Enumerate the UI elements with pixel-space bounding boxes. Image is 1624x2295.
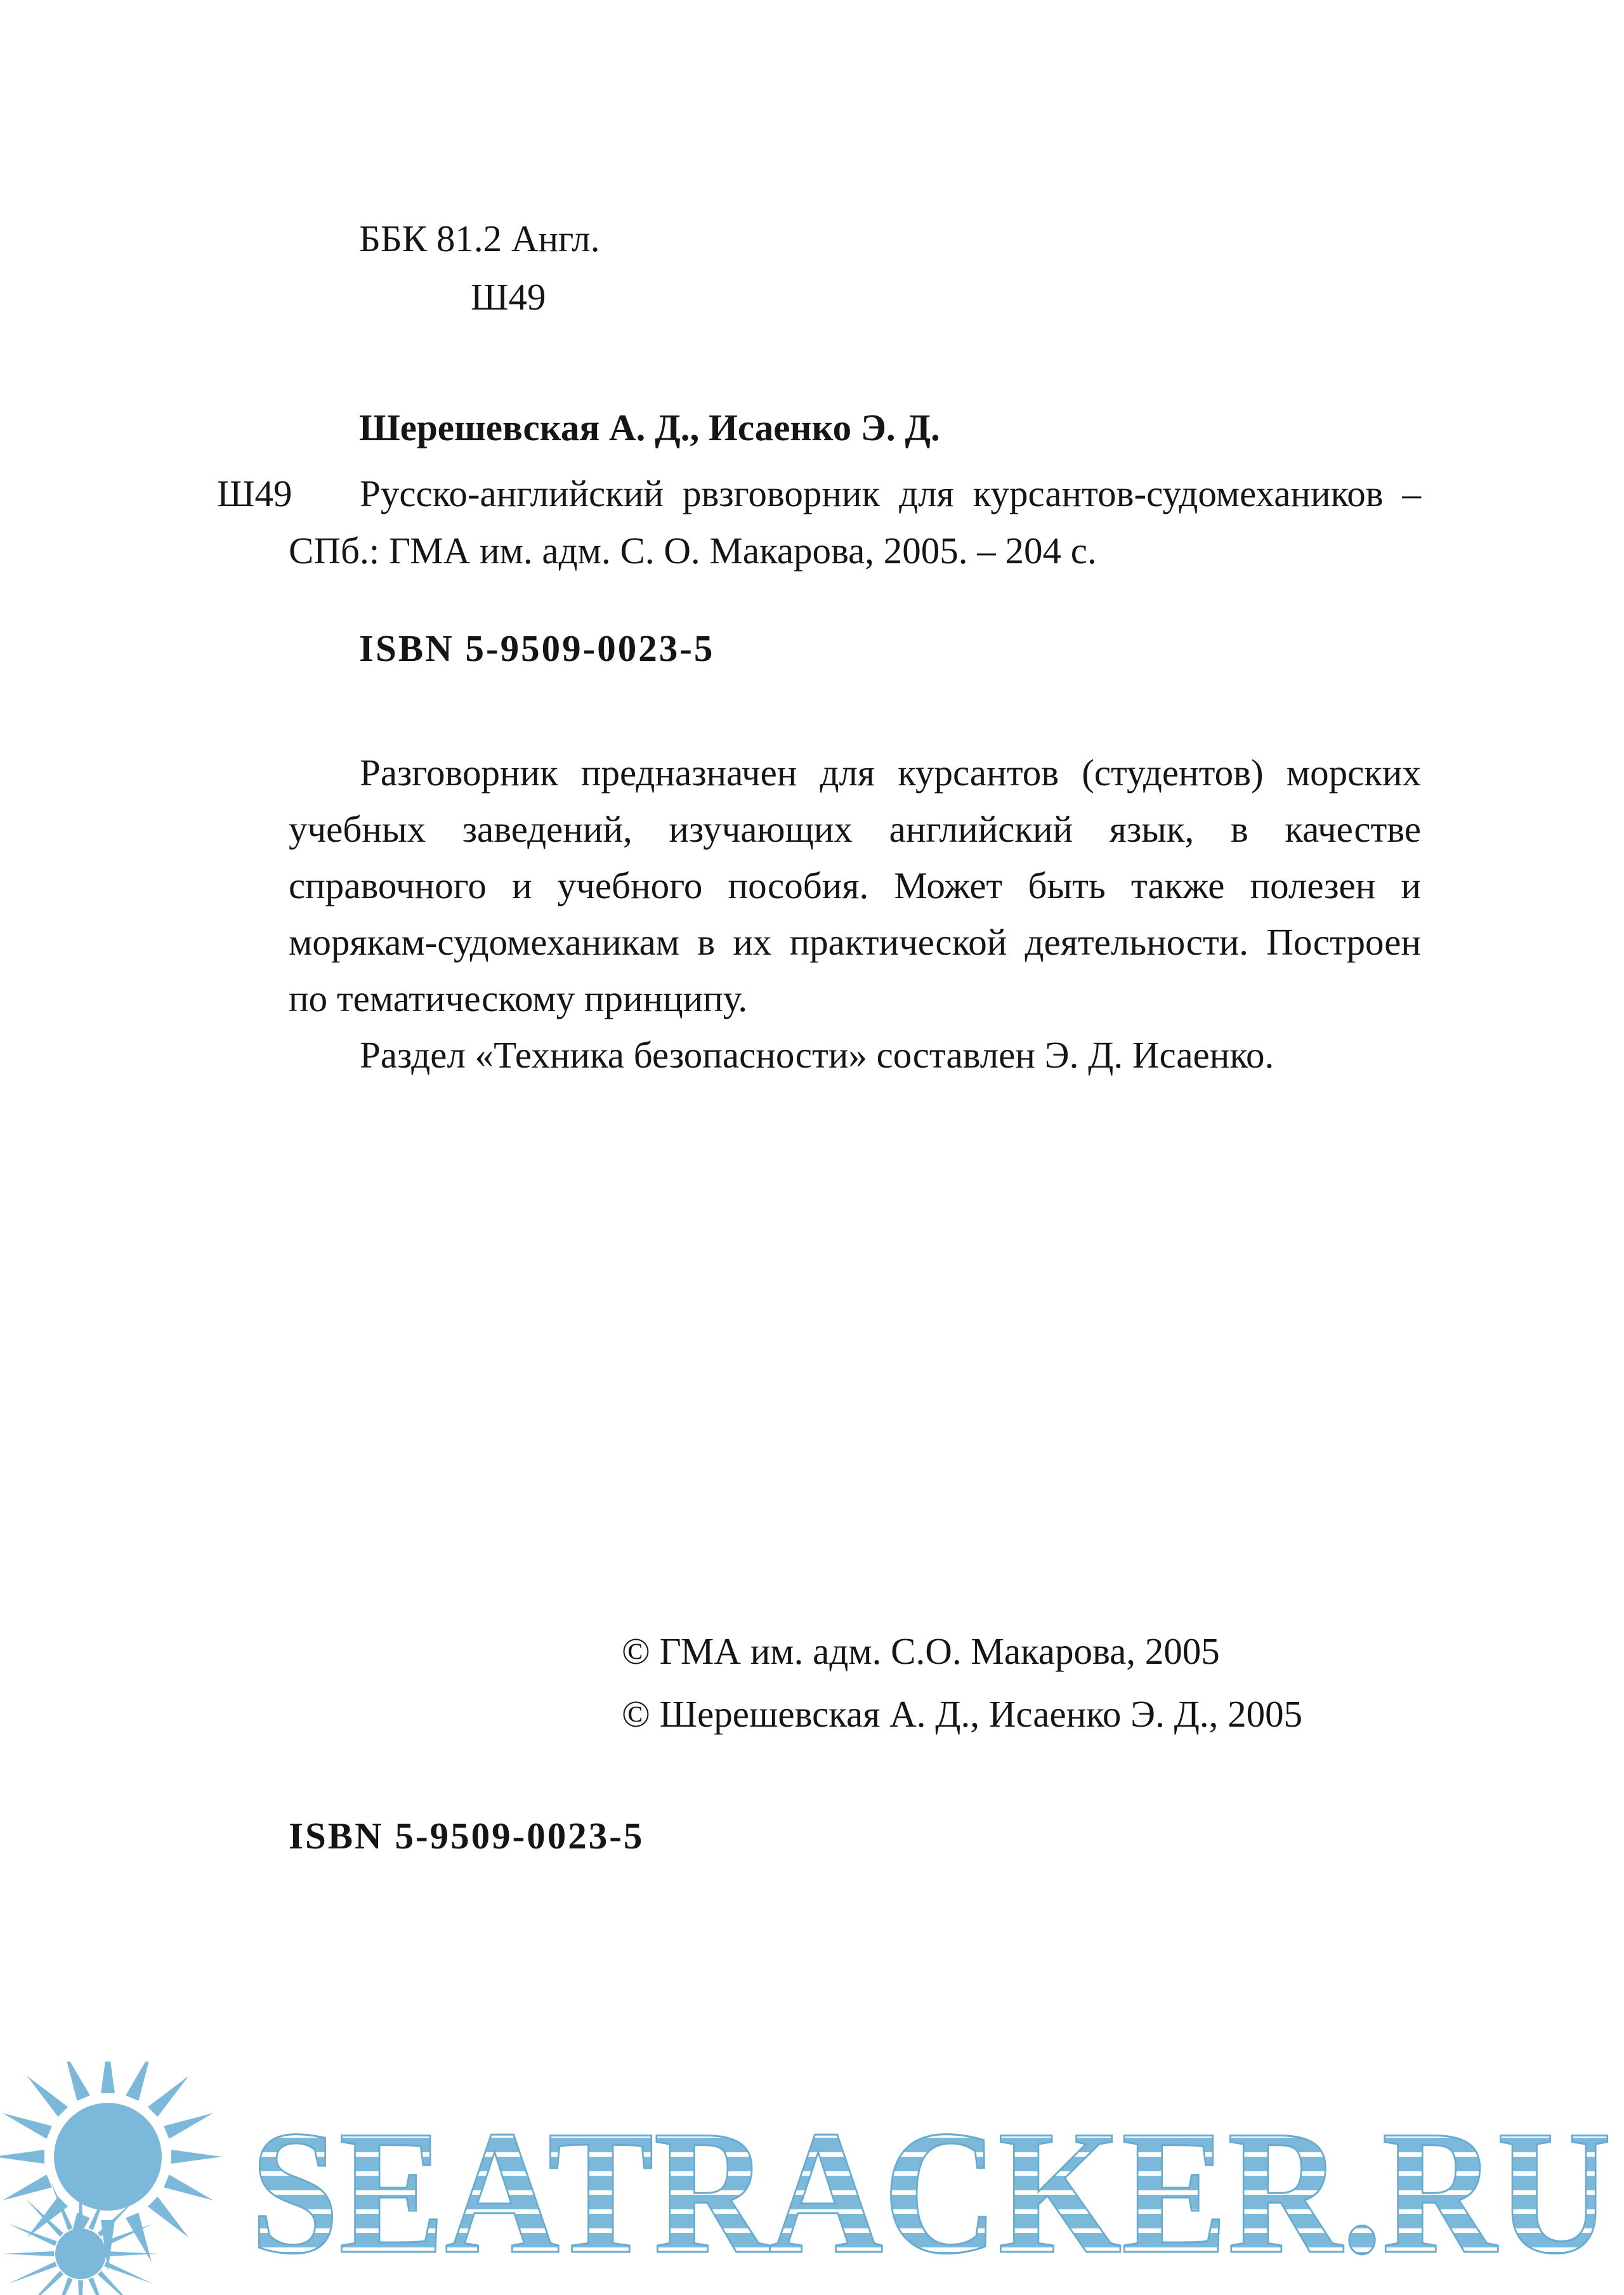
copyright-block bbox=[622, 1620, 1302, 1746]
copyright-line: © ГМА им. адм. С.О. Макарова, 2005 bbox=[622, 1630, 1220, 1672]
isbn-top: ISBN 5-9509-0023-5 bbox=[359, 627, 715, 669]
annotation-note: Раздел «Техника безопасности» составлен Э. Д. Исаенко. bbox=[360, 1034, 1274, 1076]
watermark bbox=[0, 2062, 1624, 2295]
annotation-paragraph: Разговорник предназначен для курсантов (студентов) морских учебных заведений, изучающих английский язык, в качестве справочного и учебного пособия. Может быть также полезен и морякам-судомеханикам в их практической деятельности. Построен по тематическому принципу. bbox=[289, 752, 1421, 1019]
copyright-line: © Шерешевская А. Д., Исаенко Э. Д., 2005 bbox=[622, 1693, 1303, 1735]
bbk-code: ББК 81.2 Англ. bbox=[359, 218, 600, 259]
entry-code: Ш49 bbox=[217, 473, 292, 514]
catalog-entry bbox=[217, 465, 1421, 579]
watermark-text: SEATRACKER.RU bbox=[251, 2093, 1611, 2291]
isbn-bottom: ISBN 5-9509-0023-5 bbox=[289, 1815, 645, 1857]
annotation-block bbox=[289, 745, 1421, 1083]
authors-line: Шерешевская А. Д., Исаенко Э. Д. bbox=[359, 407, 940, 448]
author-sign: Ш49 bbox=[471, 276, 546, 318]
entry-text: Русско-английский рвзговорник для курсантов-судомехаников – СПб.: ГМА им. адм. С. О. Макарова, 2005. – 204 с. bbox=[289, 473, 1421, 572]
